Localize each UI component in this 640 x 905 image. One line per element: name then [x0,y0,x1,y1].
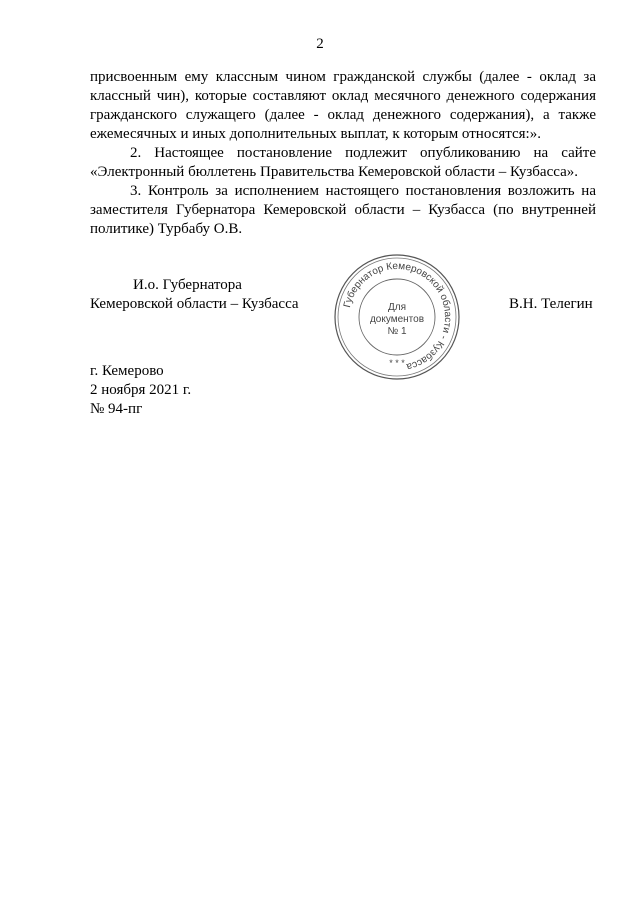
official-seal [332,252,462,382]
signatory-region: Кемеровской области – Кузбасса [90,296,299,312]
seal-stars: * * * [389,358,405,368]
seal-center-line3: № 1 [387,326,407,337]
signatory-position: И.о. Губернатора [133,277,242,293]
seal-ring-text: Губернатор Кемеровской области - Кузбасса [342,260,454,372]
paragraph-3: 3. Контроль за исполнением настоящего постановления возложить на заместителя Губернатора Кемеровской области – Кузбасса (по внутренней политике) Турбабу О.В. [90,183,596,237]
signatory-name: В.Н. Телегин [509,296,593,312]
seal-graphic [332,252,462,382]
document-place: г. Кемерово [90,363,164,379]
seal-center-line1: Для [387,302,407,313]
document-footer [90,362,191,419]
seal-center-line2: документов [369,314,425,325]
document-date: 2 ноября 2021 г. [90,382,192,398]
document-number: № 94-пг [90,401,143,417]
paragraph-continuation: присвоенным ему классным чином гражданской службы (далее - оклад за классный чин), которые составляют оклад месячного денежного содержания гражданского служащего (далее - оклад денежного содержания), а также ежемесячных и иных дополнительных выплат, к которым относятся:». [90,69,596,142]
document-body [90,68,596,239]
page-number: 2 [316,36,324,52]
paragraph-2: 2. Настоящее постановление подлежит опубликованию на сайте «Электронный бюллетень Правительства Кемеровской области – Кузбасса». [90,145,596,180]
